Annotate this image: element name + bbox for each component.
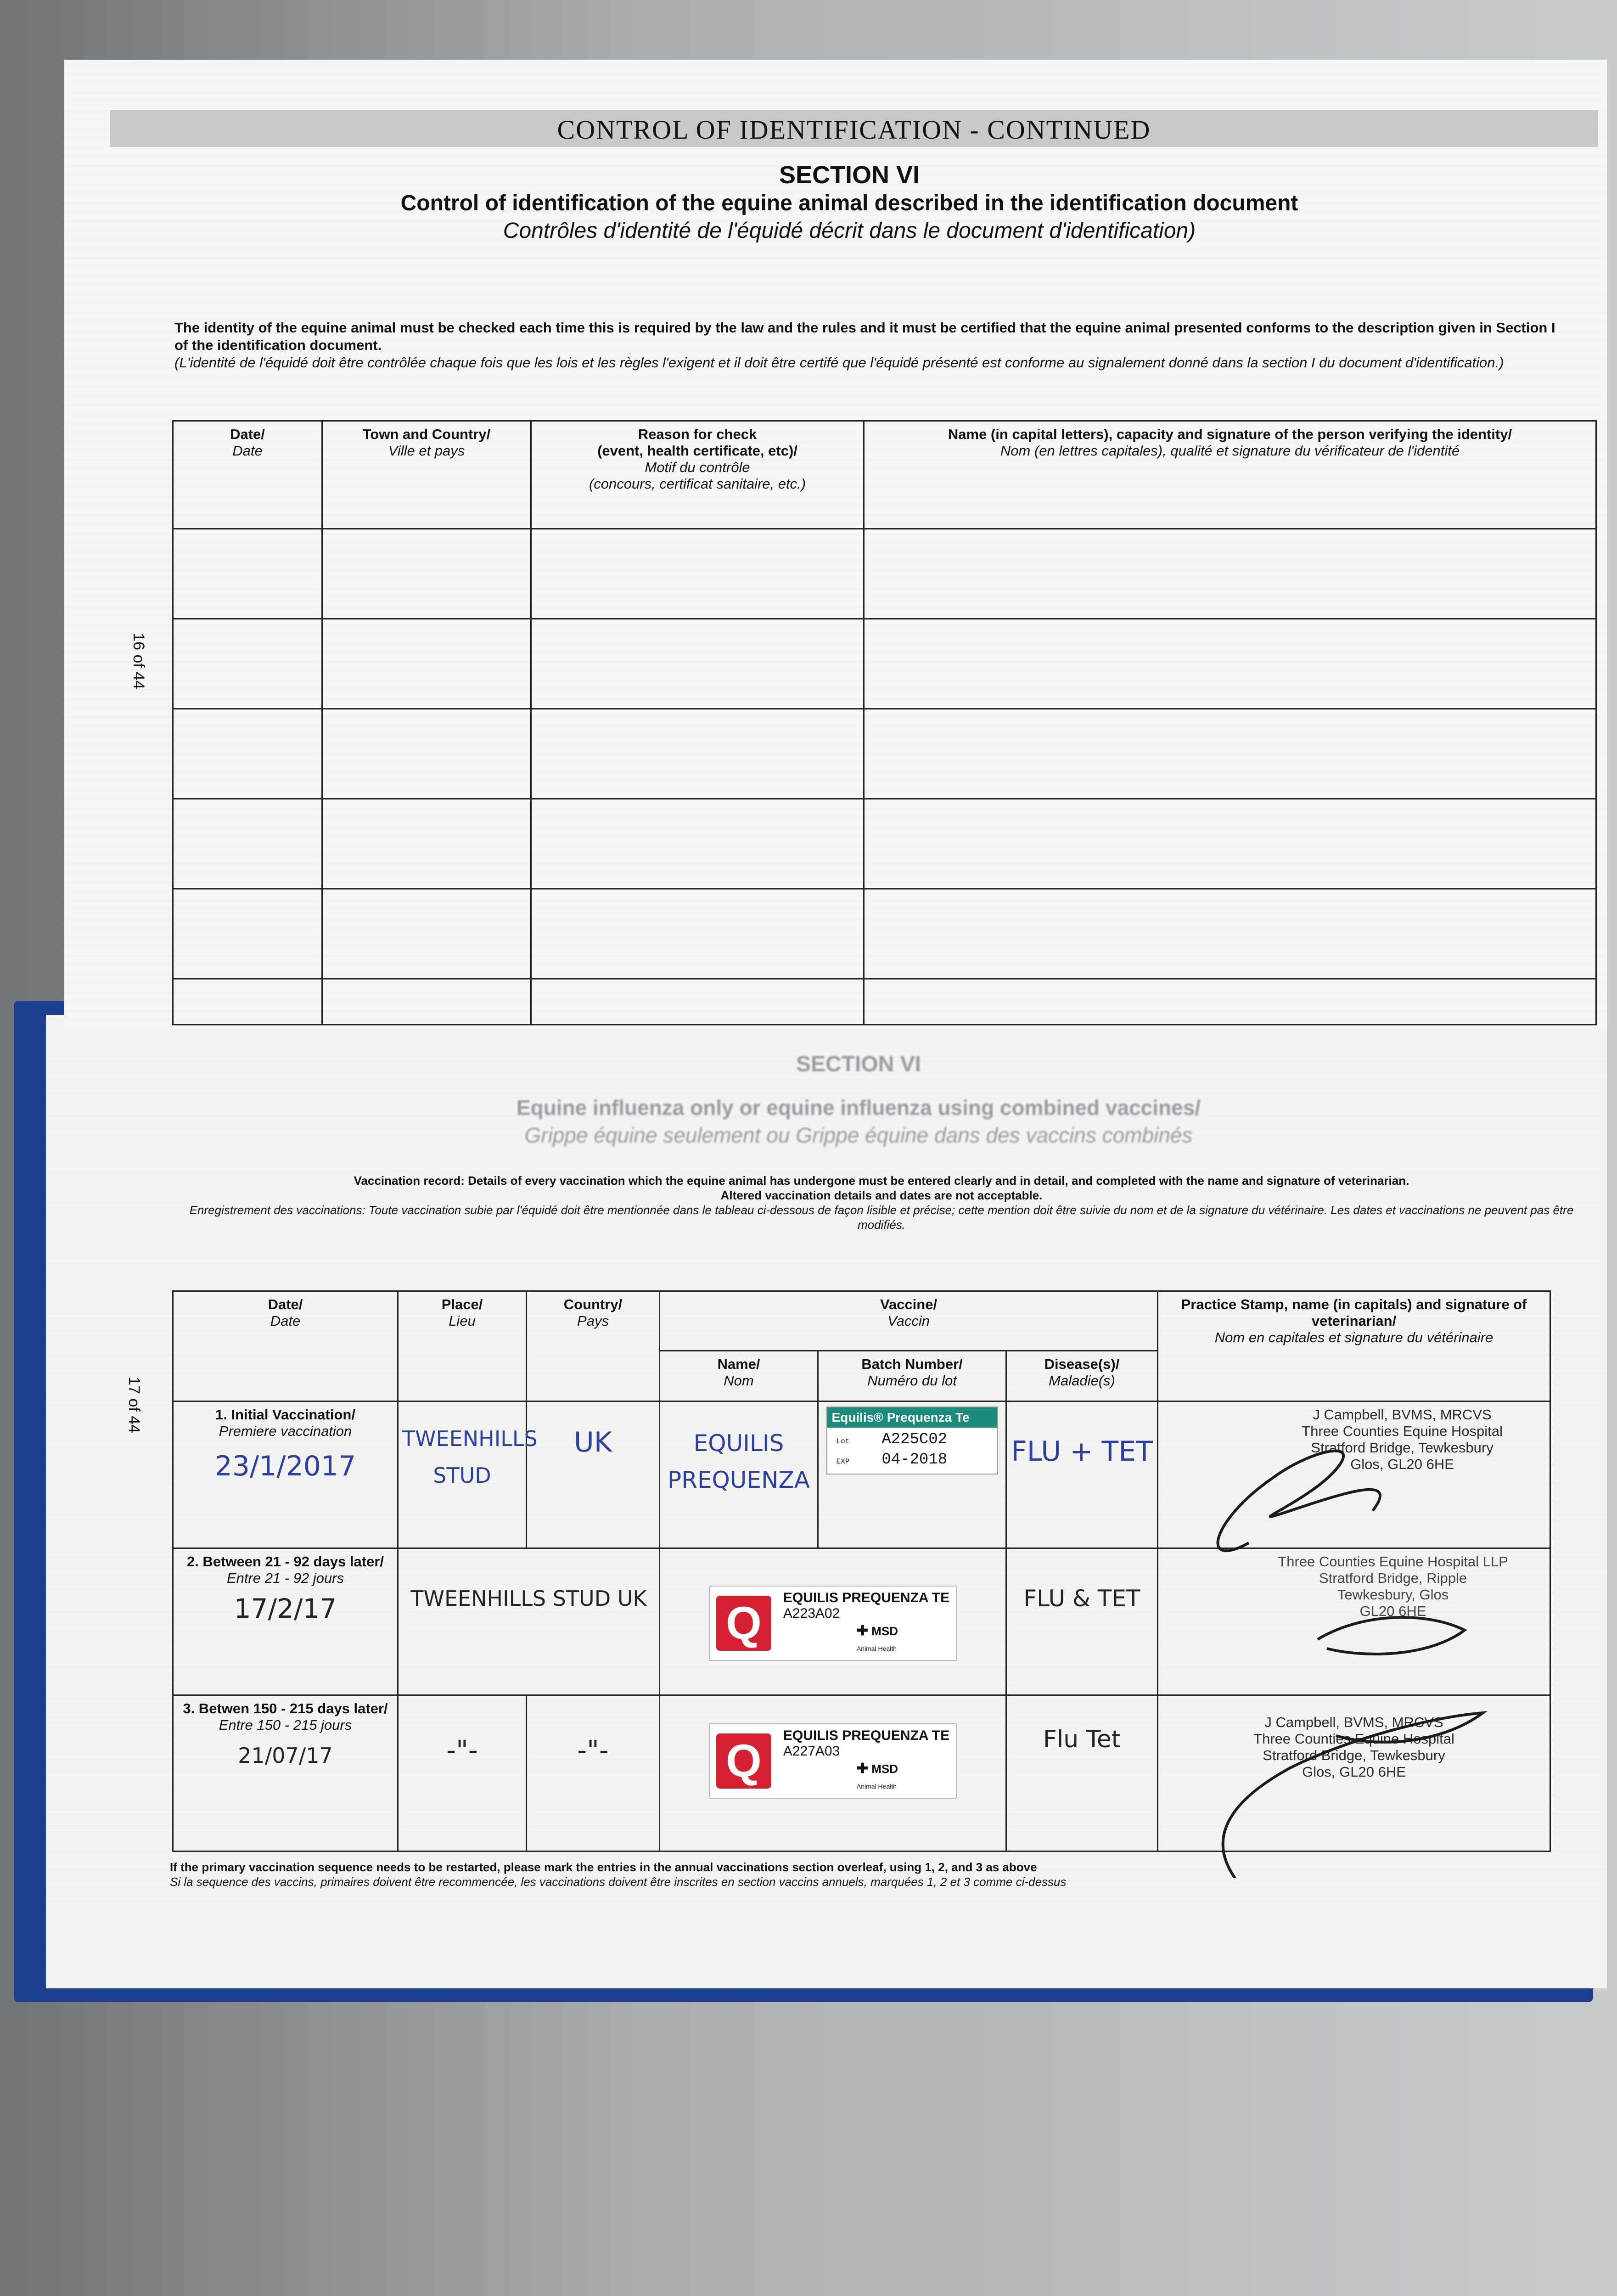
stamp-line: Three Counties Equine Hospital <box>1302 1423 1503 1439</box>
row2-country: UK <box>617 1586 647 1611</box>
empty-cell <box>173 529 322 619</box>
footnote-en: If the primary vaccination sequence needs to be restarted, please mark the entries in the annual vaccinations section overleaf, using 1, 2, and 3 as above <box>170 1860 1037 1874</box>
q-logo-icon: Q <box>716 1596 771 1651</box>
empty-cell <box>322 889 531 979</box>
header-stamp: Practice Stamp, name (in capitals) and signature of veterinarian/ Nom en capitales et signature du vétérinaire <box>1158 1291 1550 1401</box>
bottom-title-en: Equine influenza only or equine influenza using combined vaccines/ <box>516 1096 1201 1120</box>
batch-label-title: Equilis® Prequenza Te <box>827 1407 997 1428</box>
row3-date: 21/07/17 <box>238 1743 333 1768</box>
row1-disease: FLU + TET <box>1011 1435 1153 1468</box>
row3-label: 3. Betwen 150 - 215 days later/ <box>183 1700 388 1716</box>
row1-date-cell <box>173 1401 398 1548</box>
row3-disease: Flu Tet <box>1043 1726 1121 1753</box>
row2-date: 17/2/17 <box>234 1593 337 1624</box>
header-batch-number: Batch Number/ Numéro du lot <box>818 1351 1006 1401</box>
sticker-name: EQUILIS PREQUENZA TE <box>783 1590 950 1605</box>
row3-place: -"- <box>446 1734 478 1766</box>
msd-cross-icon: ✚ <box>856 1623 868 1638</box>
empty-cell <box>864 799 1596 889</box>
stamp-line: Three Counties Equine Hospital <box>1253 1731 1454 1747</box>
empty-cell <box>173 619 322 709</box>
row1-label-fr: Premiere vaccination <box>219 1423 352 1439</box>
row1-label: 1. Initial Vaccination/ <box>215 1407 355 1423</box>
row3-country-cell <box>527 1695 660 1851</box>
row2-sticker-cell <box>660 1548 1006 1695</box>
row2-disease: FLU & TET <box>1023 1585 1140 1612</box>
empty-cell <box>173 979 322 1025</box>
row1-vaccine-name: EQUILIS PREQUENZA <box>668 1430 810 1493</box>
bottom-section-heading: SECTION VI <box>796 1052 921 1076</box>
batch-exp: 04-2018 <box>881 1451 948 1469</box>
msd-logo: ✚ MSD Animal Health <box>856 1761 898 1790</box>
row1-date: 23/1/2017 <box>214 1450 356 1482</box>
exp-tag: EXP <box>836 1458 850 1466</box>
empty-cell <box>322 979 531 1025</box>
empty-cell <box>864 529 1596 619</box>
vaccine-sticker <box>709 1723 957 1799</box>
stamp-line: Glos, GL20 6HE <box>1302 1764 1406 1780</box>
header-verifier: Name (in capital letters), capacity and signature of the person verifying the identity/ Nom (en lettres capitales), qualité et signature du vérificateur de l'identité <box>864 421 1596 529</box>
batch-label-sticker <box>826 1407 998 1474</box>
table-row <box>173 979 1596 1025</box>
empty-cell <box>322 799 531 889</box>
empty-cell <box>531 979 864 1025</box>
empty-cell <box>864 709 1596 799</box>
bottom-title-fr: Grippe équine seulement ou Grippe équine dans des vaccins combinés <box>524 1123 1193 1147</box>
maker-subtitle: Animal Health <box>856 1645 897 1652</box>
sticker-lot: A227A03 <box>783 1744 840 1759</box>
header-country: Country/ Pays <box>527 1291 660 1401</box>
header-disease: Disease(s)/ Maladie(s) <box>1006 1351 1158 1401</box>
table-row <box>173 709 1596 799</box>
row2-disease-cell <box>1006 1548 1158 1695</box>
row3-place-cell <box>398 1695 527 1851</box>
header-vaccine-name: Name/ Nom <box>660 1351 818 1401</box>
row2-place: TWEENHILLS STUD <box>410 1586 611 1611</box>
lot-tag: Lot <box>836 1437 850 1446</box>
empty-cell <box>322 709 531 799</box>
msd-cross-icon: ✚ <box>856 1761 868 1776</box>
section-banner <box>110 110 1598 147</box>
footnote-fr: Si la sequence des vaccins, primaires doivent être recommencée, les vaccinations doivent être inscrites en section vaccins annuels, marquées 1, 2 et 3 comme ci-dessus <box>170 1875 1067 1889</box>
stamp-line: Stratford Bridge, Tewkesbury <box>1311 1440 1493 1456</box>
row1-name-cell <box>660 1401 818 1548</box>
stamp-line: Three Counties Equine Hospital LLP <box>1278 1553 1508 1570</box>
stamp-line: J Campbell, BVMS, MRCVS <box>1264 1714 1443 1730</box>
empty-cell <box>173 799 322 889</box>
bottom-intro <box>184 1173 1579 1232</box>
page-title: Control of identification of the equine animal described in the identification document <box>400 191 1298 215</box>
empty-cell <box>531 529 864 619</box>
empty-cell <box>864 979 1596 1025</box>
header-vaccine: Vaccine/ Vaccin <box>660 1291 1158 1351</box>
empty-cell <box>173 709 322 799</box>
empty-cell <box>864 619 1596 709</box>
row1-country-cell <box>527 1401 660 1548</box>
row1-batch-cell <box>818 1401 1006 1548</box>
page-number-top: 16 of 44 <box>129 633 147 689</box>
stamp-line: Stratford Bridge, Ripple <box>1319 1570 1467 1586</box>
row3-sticker-cell <box>660 1695 1006 1851</box>
row1-country: UK <box>573 1426 612 1458</box>
row3-disease-cell <box>1006 1695 1158 1851</box>
row1-place: TWEENHILLS STUD <box>402 1426 538 1488</box>
table-row <box>173 619 1596 709</box>
vaccine-sticker <box>709 1586 957 1661</box>
banner-title: CONTROL OF IDENTIFICATION - CONTINUED <box>557 115 1151 145</box>
row1-disease-cell <box>1006 1401 1158 1548</box>
bottom-intro-en: Vaccination record: Details of every vaccination which the equine animal has undergone must be entered clearly and in detail, and completed with the name and signature of veterinarian. <box>354 1174 1409 1187</box>
stamp-line: Stratford Bridge, Tewkesbury <box>1263 1747 1445 1763</box>
maker-subtitle: Animal Health <box>856 1783 897 1790</box>
table-row <box>173 889 1596 979</box>
row2-label: 2. Between 21 - 92 days later/ <box>186 1553 384 1570</box>
header-place: Place/ Lieu <box>398 1291 527 1401</box>
header-check-date: Date/ Date <box>173 421 322 529</box>
sticker-name: EQUILIS PREQUENZA TE <box>783 1728 950 1743</box>
vet-signature <box>1171 1419 1584 1878</box>
empty-cell <box>531 619 864 709</box>
stamp-line: GL20 6HE <box>1359 1603 1426 1619</box>
bottom-intro-fr: Enregistrement des vaccinations: Toute vaccination subie par l'équidé doit être mentionnée dans le tableau ci-dessous de façon lisible et précise; cette mention doit être suivie du nom et de la signature du vétérinaire. Les dates et vaccinations ne peuvent pas être modifiés. <box>189 1203 1574 1232</box>
stamp-line: Glos, GL20 6HE <box>1350 1456 1454 1472</box>
empty-cell <box>531 799 864 889</box>
row2-date-cell <box>173 1548 398 1695</box>
row2-place-country <box>402 1581 655 1616</box>
row2-place-country-cell <box>398 1548 660 1695</box>
page-number-bottom: 17 of 44 <box>125 1377 143 1433</box>
identity-intro <box>174 319 1570 371</box>
stamp-line: J Campbell, BVMS, MRCVS <box>1313 1407 1492 1423</box>
stamp-line: Tewkesbury, Glos <box>1337 1587 1449 1603</box>
header-date: Date/ Date <box>173 1291 398 1401</box>
identity-intro-fr: (L'identité de l'équidé doit être contrôlée chaque fois que les lois et les règles l'exigent et il doit être certifé que l'équidé présenté est conforme au signalement donné dans la section I du document d'identification.) <box>174 355 1504 371</box>
empty-cell <box>531 889 864 979</box>
table-row <box>173 799 1596 889</box>
bottom-intro-en2: Altered vaccination details and dates are not acceptable. <box>720 1188 1043 1202</box>
page-title-fr: Contrôles d'identité de l'équidé décrit dans le document d'identification) <box>503 219 1196 243</box>
row3-date-cell <box>173 1695 398 1851</box>
header-town-country: Town and Country/ Ville et pays <box>322 421 531 529</box>
empty-cell <box>531 709 864 799</box>
row3-country: -"- <box>577 1734 609 1766</box>
row2-label-fr: Entre 21 - 92 jours <box>226 1570 344 1586</box>
empty-cell <box>864 889 1596 979</box>
identity-check-table <box>172 420 1597 1025</box>
table-row <box>173 529 1596 619</box>
q-logo-icon: Q <box>716 1733 771 1789</box>
header-reason: Reason for check (event, health certificate, etc)/ Motif du contrôle (concours, certificat sanitaire, etc.) <box>531 421 864 529</box>
identity-intro-en: The identity of the equine animal must be checked each time this is required by the law and the rules and it must be certified that the equine animal presented conforms to the description given in Section I of the identification document. <box>174 320 1555 353</box>
batch-label-codes <box>827 1428 997 1474</box>
batch-lot: A225C02 <box>881 1431 948 1448</box>
empty-cell <box>322 619 531 709</box>
row3-label-fr: Entre 150 - 215 jours <box>219 1717 352 1733</box>
sticker-lot: A223A02 <box>783 1606 840 1621</box>
empty-cell <box>322 529 531 619</box>
footnote <box>170 1860 1066 1889</box>
section-heading: SECTION VI <box>779 161 920 189</box>
row1-place-cell <box>398 1401 538 1548</box>
empty-cell <box>173 889 322 979</box>
msd-logo: ✚ MSD Animal Health <box>856 1623 898 1652</box>
